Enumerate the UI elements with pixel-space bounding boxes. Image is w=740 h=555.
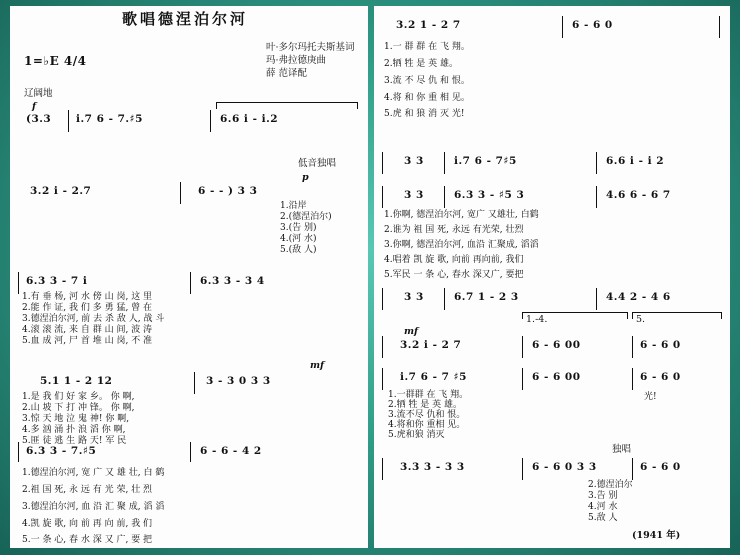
barline: [632, 458, 633, 480]
dynamic-mf: mf: [310, 360, 325, 371]
lyric-line: 3.流 不 尽 仇 和 恨。: [384, 76, 470, 86]
notes-r-row7-m1: 3.3 3 - 3 3: [400, 461, 465, 473]
lyric-line: 2.能 作 证, 我 们 多 勇 猛, 曾 在: [22, 303, 153, 313]
barline: [522, 368, 523, 390]
barline: [382, 368, 383, 390]
lyric-line: 5.匪 徒 逃 生 路 天! 军 民: [22, 436, 127, 446]
lyric-line: 2.德涅泊尔: [588, 480, 633, 490]
barline: [18, 442, 19, 462]
barline: [444, 186, 445, 208]
barline: [190, 272, 191, 294]
lyric-line: 2.牺 牲 是 英 雄。: [384, 59, 459, 69]
lyric-line: 5.虎 和 狼 消 灭 光!: [384, 109, 465, 119]
lyric-line: 1.德涅泊尔河, 宽 广 又 雄 壮, 白 鹤: [22, 468, 165, 478]
lyric-line: 1.有 垂 杨, 河 水 傍 山 岗, 这 里: [22, 292, 153, 302]
lyric-ending: 光!: [644, 392, 657, 402]
notes-row2-m1: 3.2 i - 2.7: [30, 185, 92, 197]
dynamic-f: f: [32, 101, 37, 112]
lyric-line: 4.河 水: [588, 502, 618, 512]
barline: [522, 458, 523, 480]
notes-r-row5-m3: 6 - 6 0: [640, 339, 681, 351]
lyric-line: 3.惊 天 地 泣 鬼 神! 你 啊,: [22, 414, 130, 424]
notes-r-row1-m1: 3.2 1 - 2 7: [396, 19, 461, 31]
composition-year: (1941 年): [632, 530, 681, 541]
lyric-line: 5.一 条 心, 春 水 深 又 广, 要 把: [22, 535, 153, 545]
lyric-line: 2.牺 牲 是 英 雄。: [388, 400, 463, 410]
barline: [190, 442, 191, 462]
notes-r-row3-m2: 6.3 3 - ♯5 3: [454, 189, 525, 201]
notes-r-row2-m1: 3 3: [404, 155, 424, 167]
notes-r-row2-m2: i.7 6 - 7♯5: [454, 155, 517, 167]
lyric-line: 4.将 和 你 重 相 见。: [384, 93, 470, 103]
barline: [632, 336, 633, 358]
phrase-slur: [216, 102, 358, 109]
notes-row5-m1: 6.3 3 - 7.♯5: [26, 445, 97, 457]
barline: [522, 336, 523, 358]
lyric-line: 2.祖 国 死, 永 远 有 光 荣, 壮 烈: [22, 485, 153, 495]
lyric-line: 4.唱着 凯 旋 歌, 向前 再向前, 我们: [384, 255, 524, 265]
barline: [596, 152, 597, 174]
lyric-line: 3.你啊, 德涅泊尔河, 血沿 汇聚成, 滔滔: [384, 240, 539, 250]
dynamic-p: p: [302, 172, 309, 183]
barline: [444, 288, 445, 310]
lyric-line: 3.告 别: [588, 491, 618, 501]
lyric-line: 1.一群群 在 飞 翔。: [388, 390, 469, 400]
barline: [596, 186, 597, 208]
lyric-line: 5.(敌 人): [280, 245, 317, 255]
barline: [719, 16, 720, 38]
lyric-line: 2.(德涅泊尔): [280, 212, 332, 222]
notes-r-row6-m3: 6 - 6 0: [640, 371, 681, 383]
barline: [382, 186, 383, 208]
notes-r-row4-m3: 4.4 2 - 4 6: [606, 291, 671, 303]
score-page-right: [374, 6, 730, 548]
composer-credit: 玛·弗拉德庚曲: [266, 55, 327, 66]
lyric-line: 5.血 成 河, 尸 首 堆 山 岗, 不 准: [22, 336, 153, 346]
lyric-line: 1.是 我 们 好 家 乡。 你 啊,: [22, 392, 135, 402]
lyric-line: 1.沿岸: [280, 201, 307, 211]
notes-row1-m1: (3.3: [26, 113, 52, 125]
lyric-line: 5.敌 人: [588, 513, 618, 523]
volta-second-ending: [632, 312, 722, 319]
lyric-line: 3.德涅泊尔河, 前 去 杀 敌 人, 战 斗: [22, 314, 165, 324]
barline: [180, 182, 181, 204]
score-page-left: [10, 6, 368, 548]
lyric-line: 3.(告 别): [280, 223, 317, 233]
solo-label: 独唱: [612, 444, 632, 455]
key-signature: 1=♭E 4/4: [24, 54, 87, 68]
lyricist-credit: 叶·多尔玛托夫斯基词: [266, 42, 355, 53]
lyric-line: 3.流不尽 仇和 恨。: [388, 410, 466, 420]
notes-r-row5-m2: 6 - 6 00: [532, 339, 581, 351]
notes-r-row4-m2: 6.7 1 - 2 3: [454, 291, 519, 303]
notes-row4-m2: 3 - 3 0 3 3: [206, 375, 271, 387]
notes-r-row1-m2: 6 - 6 0: [572, 19, 613, 31]
barline: [562, 16, 563, 38]
song-title: 歌唱德涅泊尔河: [122, 10, 249, 28]
notes-row2-m2: 6 - - ) 3 3: [198, 185, 258, 197]
lyric-line: 2.山 坡 下 打 冲 锋。 你 啊,: [22, 403, 135, 413]
lyric-line: 4.将和你 重相 见。: [388, 420, 466, 430]
barline: [210, 110, 211, 132]
barline: [596, 288, 597, 310]
notes-r-row7-m2: 6 - 6 0 3 3: [532, 461, 597, 473]
notes-r-row4-m1: 3 3: [404, 291, 424, 303]
barline: [18, 272, 19, 294]
volta-first-label: 1.-4.: [526, 314, 548, 325]
notes-r-row5-m1: 3.2 i - 2 7: [400, 339, 462, 351]
barline: [68, 110, 69, 132]
bass-solo-label: 低音独唱: [298, 158, 337, 169]
lyric-line: 4.(河 水): [280, 234, 317, 244]
notes-row3-m1: 6.3 3 - 7 i: [26, 275, 88, 287]
lyric-line: 4.滚 滚 流, 来 自 群 山 间, 波 涛: [22, 325, 153, 335]
barline: [382, 288, 383, 310]
lyric-line: 4.凯 旋 歌, 向 前 再 向 前, 我 们: [22, 519, 153, 529]
lyric-line: 1.你啊, 德涅泊尔河, 宽广 又雄壮, 白鹤: [384, 210, 539, 220]
notes-r-row6-m1: i.7 6 - 7 ♯5: [400, 371, 467, 383]
notes-row1-m2: i.7 6 - 7.♯5: [76, 113, 143, 125]
barline: [382, 336, 383, 358]
lyric-line: 5.军民 一 条 心, 春水 深又广, 要把: [384, 270, 524, 280]
volta-second-label: 5.: [636, 314, 646, 325]
tempo-marking: 辽阔地: [24, 88, 53, 99]
translator-credit: 薛 范译配: [266, 68, 308, 79]
dynamic-mf: mf: [404, 326, 419, 337]
notes-row5-m2: 6 - 6 - 4 2: [200, 445, 262, 457]
notes-row1-m3: 6.6 i - i.2: [220, 113, 279, 125]
lyric-line: 4.多 汹 涌 扑 浪 滔 你 啊,: [22, 425, 126, 435]
notes-r-row3-m3: 4.6 6 - 6 7: [606, 189, 671, 201]
barline: [632, 368, 633, 390]
notes-r-row3-m1: 3 3: [404, 189, 424, 201]
lyric-line: 2.谁为 祖 国 死, 永远 有光荣, 壮烈: [384, 225, 524, 235]
barline: [382, 152, 383, 174]
barline: [382, 458, 383, 480]
barline: [444, 152, 445, 174]
notes-r-row7-m3: 6 - 6 0: [640, 461, 681, 473]
lyric-line: 3.德涅泊尔河, 血 沿 汇 聚 成, 滔 滔: [22, 502, 165, 512]
lyric-line: 1.一 群 群 在 飞 翔。: [384, 42, 470, 52]
notes-r-row2-m3: 6.6 i - i 2: [606, 155, 665, 167]
notes-row4-m1: 5.1 1 - 2 12: [40, 375, 113, 387]
barline: [194, 372, 195, 394]
notes-row3-m2: 6.3 3 - 3 4: [200, 275, 265, 287]
lyric-line: 5.虎和狼 消灭: [388, 430, 445, 440]
notes-r-row6-m2: 6 - 6 00: [532, 371, 581, 383]
